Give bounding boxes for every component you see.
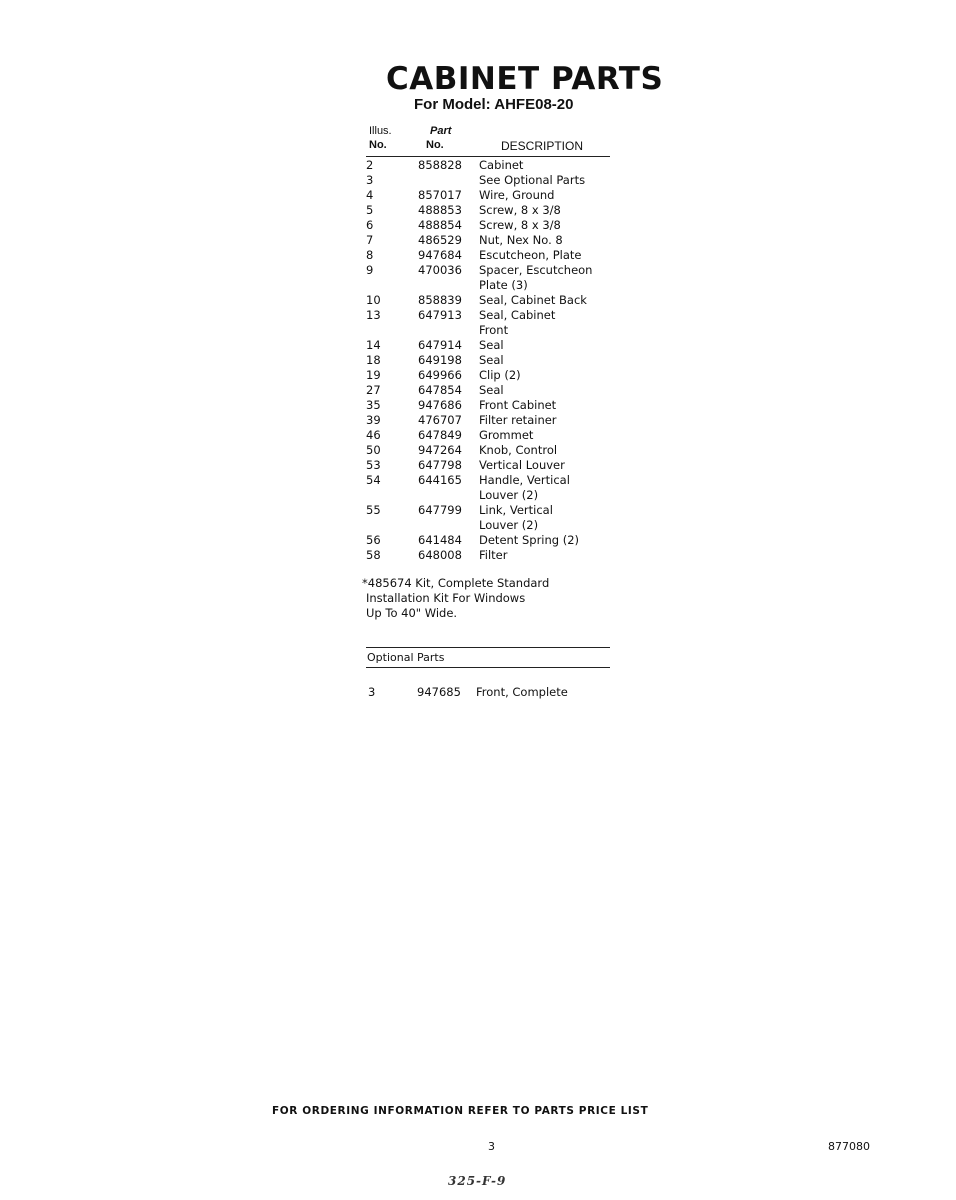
table-row [366, 413, 592, 428]
model-subtitle: For Model: AHFE08-20 [414, 96, 574, 113]
part-number-cell: 649198 [418, 353, 462, 367]
description-cell: Cabinet [479, 158, 524, 172]
illus-cell: 54 [366, 473, 381, 487]
kit-note-line2: Installation Kit For Windows [366, 591, 526, 605]
page-number: 3 [488, 1140, 495, 1153]
part-number-cell: 858839 [418, 293, 462, 307]
header-part-line2: No. [426, 139, 444, 151]
part-number-cell: 947264 [418, 443, 462, 457]
illus-cell [366, 518, 418, 533]
description-cell: Front Cabinet [479, 398, 557, 412]
illus-cell: 5 [366, 203, 374, 217]
table-row [366, 473, 592, 488]
part-number-cell: 649966 [418, 368, 462, 382]
illus-cell: 4 [366, 188, 374, 202]
illus-cell: 10 [366, 293, 381, 307]
table-row [366, 548, 592, 563]
part-number-cell: 647849 [418, 428, 462, 442]
description-cell: Knob, Control [479, 443, 558, 457]
part-number-cell: 647854 [418, 383, 462, 397]
illus-cell: 18 [366, 353, 381, 367]
table-row [366, 338, 592, 353]
table-row [366, 383, 592, 398]
optional-part: 947685 [417, 685, 461, 699]
table-row [366, 458, 592, 473]
illus-cell: 55 [366, 503, 381, 517]
illus-cell: 7 [366, 233, 374, 247]
kit-note [362, 576, 549, 621]
illus-cell [366, 278, 418, 293]
description-cell: Seal [479, 383, 504, 397]
illus-cell: 58 [366, 548, 381, 562]
description-cell: Escutcheon, Plate [479, 248, 582, 262]
description-cell: Seal [479, 353, 504, 367]
description-cell: Louver (2) [479, 488, 539, 502]
table-row [366, 323, 592, 338]
table-row [366, 233, 592, 248]
table-row [366, 203, 592, 218]
table-row [366, 248, 592, 263]
description-cell: Clip (2) [479, 368, 521, 382]
optional-top-rule [366, 647, 610, 648]
header-illus-line1: Illus. [369, 125, 392, 137]
description-cell: Grommet [479, 428, 534, 442]
description-cell: Screw, 8 x 3/8 [479, 218, 561, 232]
document-code: 877080 [828, 1140, 870, 1153]
description-cell: Wire, Ground [479, 188, 555, 202]
part-number-cell: 644165 [418, 473, 462, 487]
kit-note-line1: *485674 Kit, Complete Standard [362, 576, 550, 590]
part-number-cell: 647914 [418, 338, 462, 352]
table-row [366, 188, 592, 203]
table-row [366, 428, 592, 443]
description-cell: Handle, Vertical [479, 473, 570, 487]
table-row [366, 368, 592, 383]
table-row [366, 533, 592, 548]
illus-cell: 19 [366, 368, 381, 382]
illus-cell: 2 [366, 158, 374, 172]
description-cell: Seal, Cabinet Back [479, 293, 587, 307]
description-cell: See Optional Parts [479, 173, 586, 187]
table-row [366, 488, 592, 503]
illus-cell: 14 [366, 338, 381, 352]
part-number-cell: 857017 [418, 188, 462, 202]
part-number-cell: 647799 [418, 503, 462, 517]
table-row [366, 278, 592, 293]
description-cell: Nut, Nex No. 8 [479, 233, 563, 247]
part-number-cell: 858828 [418, 158, 462, 172]
table-row [366, 503, 592, 518]
part-number-cell: 947686 [418, 398, 462, 412]
part-number-cell: 641484 [418, 533, 462, 547]
table-row [366, 443, 592, 458]
part-number-cell: 648008 [418, 548, 462, 562]
illus-cell: 8 [366, 248, 374, 262]
table-row [366, 158, 592, 173]
description-cell: Seal [479, 338, 504, 352]
table-row [366, 218, 592, 233]
illus-cell: 56 [366, 533, 381, 547]
illus-cell: 9 [366, 263, 374, 277]
table-row [366, 518, 592, 533]
part-number-cell: 488853 [418, 203, 462, 217]
part-number-cell [418, 323, 479, 338]
ordering-footer: FOR ORDERING INFORMATION REFER TO PARTS PRICE LIST [272, 1105, 649, 1117]
illus-cell: 3 [366, 173, 374, 187]
part-number-cell: 476707 [418, 413, 462, 427]
illus-cell: 27 [366, 383, 381, 397]
illus-cell [366, 323, 418, 338]
kit-note-line3: Up To 40" Wide. [366, 606, 458, 620]
description-cell: Front [479, 323, 509, 337]
part-number-cell: 486529 [418, 233, 462, 247]
table-row [366, 263, 592, 278]
part-number-cell [418, 518, 479, 533]
table-row [366, 353, 592, 368]
description-cell: Vertical Louver [479, 458, 565, 472]
part-number-cell: 647798 [418, 458, 462, 472]
part-number-cell [418, 173, 479, 188]
table-row [366, 293, 592, 308]
table-row [366, 398, 592, 413]
optional-parts-label: Optional Parts [367, 651, 445, 664]
optional-illus: 3 [368, 685, 376, 699]
part-number-cell: 647913 [418, 308, 462, 322]
illus-cell: 6 [366, 218, 374, 232]
description-cell: Spacer, Escutcheon [479, 263, 593, 277]
table-row [366, 308, 592, 323]
table-row [366, 173, 592, 188]
description-cell: Detent Spring (2) [479, 533, 580, 547]
illus-cell: 39 [366, 413, 381, 427]
header-illus-line2: No. [369, 139, 387, 151]
illus-cell: 35 [366, 398, 381, 412]
description-cell: Filter [479, 548, 508, 562]
header-part-line1: Part [430, 125, 452, 137]
illus-cell: 50 [366, 443, 381, 457]
part-number-cell: 470036 [418, 263, 462, 277]
description-cell: Screw, 8 x 3/8 [479, 203, 561, 217]
page-title: CABINET PARTS [386, 61, 664, 97]
illus-cell: 53 [366, 458, 381, 472]
handwritten-stamp: 325-F-9 [448, 1174, 507, 1188]
part-number-cell [418, 278, 479, 293]
part-number-cell: 947684 [418, 248, 462, 262]
parts-table [366, 158, 592, 563]
header-description: DESCRIPTION [501, 139, 584, 153]
description-cell: Louver (2) [479, 518, 539, 532]
description-cell: Filter retainer [479, 413, 557, 427]
part-number-cell: 488854 [418, 218, 462, 232]
header-rule [366, 156, 610, 157]
description-cell: Plate (3) [479, 278, 528, 292]
part-number-cell [418, 488, 479, 503]
optional-bottom-rule [366, 667, 610, 668]
description-cell: Link, Vertical [479, 503, 553, 517]
illus-cell [366, 488, 418, 503]
description-cell: Seal, Cabinet [479, 308, 556, 322]
optional-desc: Front, Complete [476, 685, 568, 699]
illus-cell: 13 [366, 308, 381, 322]
illus-cell: 46 [366, 428, 381, 442]
